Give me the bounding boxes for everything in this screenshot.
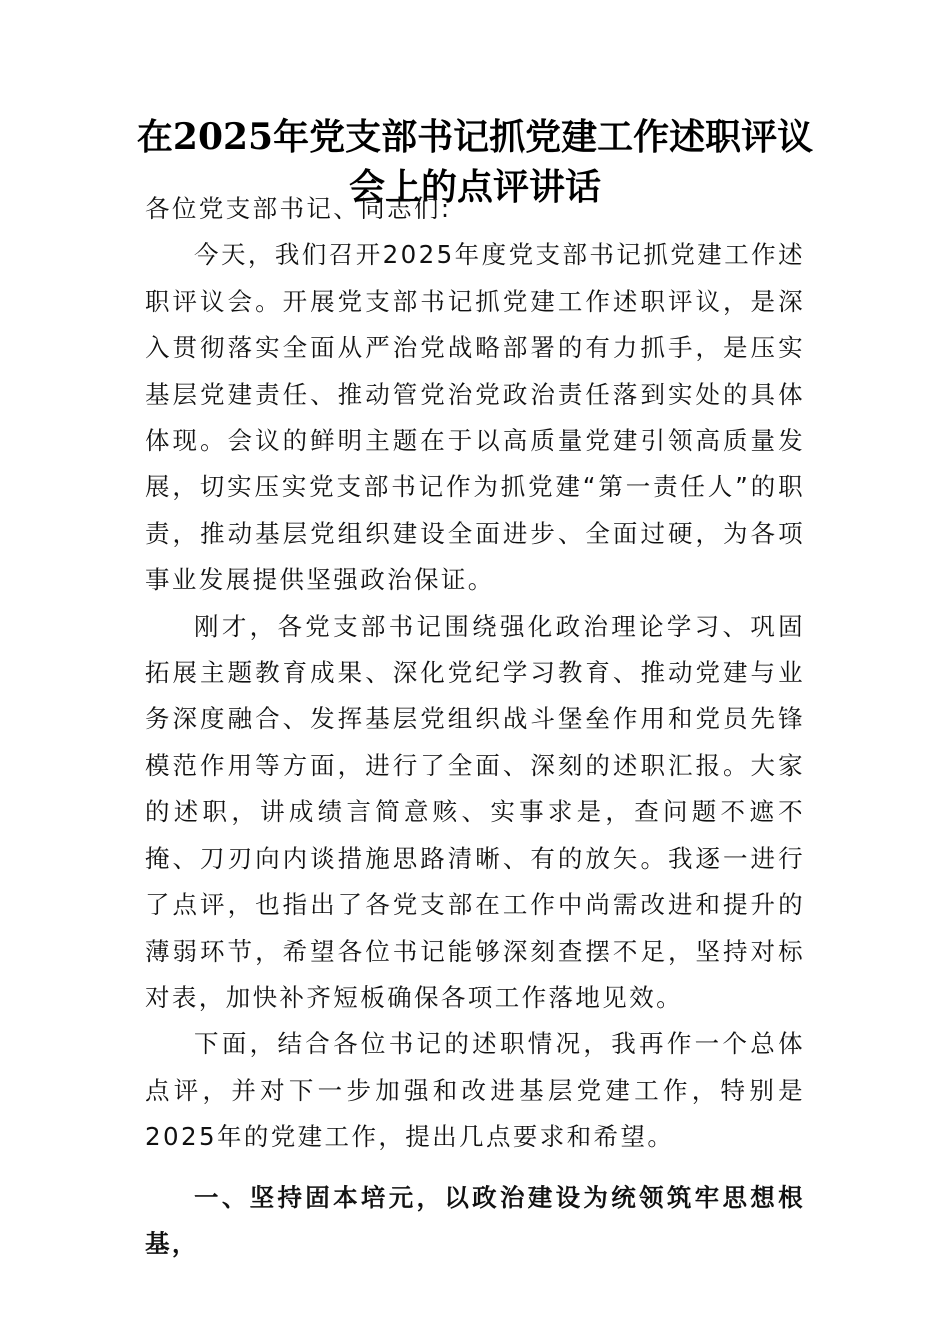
paragraph-review: 刚才，各党支部书记围绕强化政治理论学习、巩固拓展主题教育成果、深化党纪学习教育、推动党建与业务深度融合、发挥基层党组织战斗堡垒作用和党员先锋模范作用等方面，进行了全面、深刻的述职汇报。大家的述职，讲成绩言简意赅、实事求是，查问题不遮不掩、刀刃向内谈措施思路清晰、有的放矢。我逐一进行了点评，也指出了各党支部在工作中尚需改进和提升的薄弱环节，希望各位书记能够深刻查摆不足，坚持对标对表，加快补齐短板确保各项工作落地见效。 [145,611,805,1012]
section-heading-1: 一、坚持固本培元，以政治建设为统领筑牢思想根基， [145,1182,805,1258]
paragraph-opening: 今天，我们召开2025年度党支部书记抓党建工作述职评议会。开展党支部书记抓党建工作述职评议，是深入贯彻落实全面从严治党战略部署的有力抓手，是压实基层党建责任、推动管党治党政治责任落到实处的具体体现。会议的鲜明主题在于以高质量党建引领高质量发展，切实压实党支部书记作为抓党建“第一责任人”的职责，推动基层党组织建设全面进步、全面过硬，为各项事业发展提供坚强政治保证。 [145,240,805,595]
title-line-1: 在2025年党支部书记抓党建工作述职评议 [136,116,814,158]
salutation: 各位党支部书记、同志们: [145,194,452,223]
paragraph-transition: 下面，结合各位书记的述职情况，我再作一个总体点评，并对下一步加强和改进基层党建工作，特别是2025年的党建工作，提出几点要求和希望。 [145,1029,805,1152]
document-body [145,186,805,1267]
title-line-2: 会上的点评讲话 [348,166,601,208]
